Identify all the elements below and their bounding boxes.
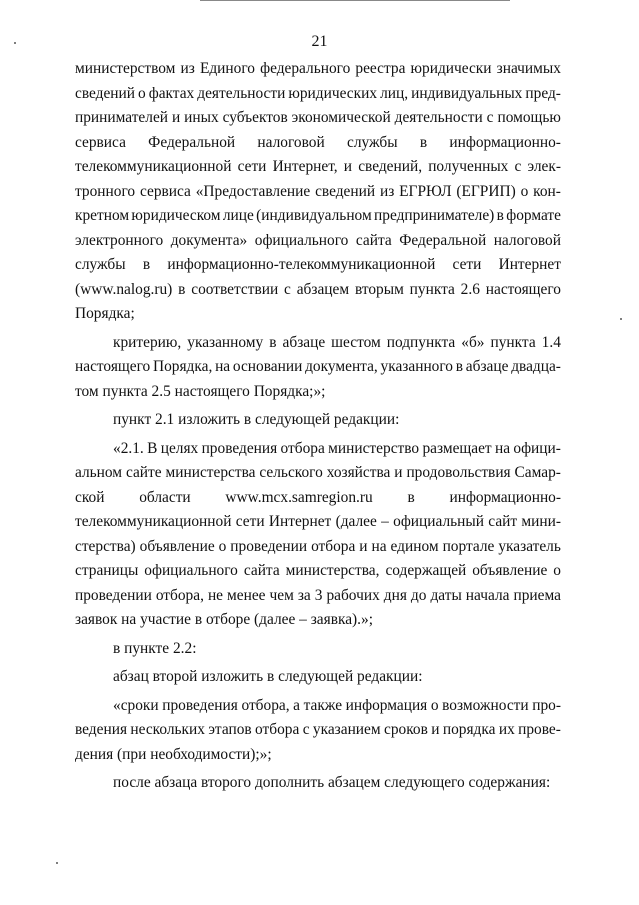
scan-speck — [620, 318, 622, 320]
text-line: сервиса Федеральной налоговой службы в информационно- — [75, 133, 561, 151]
text-line: службы в информационно-телекоммуникационной сети Интернет — [75, 256, 561, 273]
text-line: страницы официального сайта министерства, содержащей объявление о — [75, 562, 561, 579]
text-line: ведения нескольких этапов отбора с указанием сроков и порядка их прове- — [75, 721, 561, 738]
text-line: принимателей и иных субъектов экономической деятельности с помощью — [75, 109, 561, 126]
text-line: Порядка; — [75, 305, 135, 322]
text-line: стерства) объявление о проведении отбора и на едином портале указатель — [75, 537, 561, 555]
text-line: абзац второй изложить в следующей редакции: — [113, 668, 423, 685]
text-line: ской области www.mcx.samregion.ru в информационно- — [75, 488, 561, 506]
text-line: «сроки проведения отбора, а также информация о возможности про- — [113, 696, 561, 714]
text-line: «2.1. В целях проведения отбора министерство размещает на офици- — [113, 439, 561, 457]
scan-speck — [56, 862, 58, 864]
text-line: дения (при необходимости);»; — [75, 745, 272, 763]
page-number: 21 — [311, 33, 328, 50]
text-line: министерством из Единого федерального реестра юридически значимых — [75, 60, 561, 77]
text-line: кретном юридическом лице (индивидуальном предпринимателе) в формате — [75, 207, 561, 224]
text-line: проведении отбора, не менее чем за 3 рабочих дня до даты начала приема — [75, 586, 561, 604]
text-line: пункт 2.1 изложить в следующей редакции: — [113, 411, 400, 428]
text-line: тронного сервиса «Предоставление сведений из ЕГРЮЛ (ЕГРИП) о кон- — [75, 182, 561, 200]
text-line: критерию, указанному в абзаце шестом подпункта «б» пункта 1.4 — [113, 333, 561, 351]
top-edge-line — [200, 0, 510, 1]
text-line: настоящего Порядка, на основании документа, указанного в абзаце двадца- — [75, 358, 561, 375]
text-line: заявок на участие в отборе (далее – заявка).»; — [75, 611, 373, 628]
text-line: телекоммуникационной сети Интернет (далее – официальный сайт мини- — [75, 513, 561, 530]
text-line: том пункта 2.5 настоящего Порядка;»; — [75, 382, 326, 400]
text-line: телекоммуникационной сети Интернет, и сведений, полученных с элек- — [75, 158, 561, 175]
text-line: альном сайте министерства сельского хозяйства и продовольствия Самар- — [75, 464, 561, 481]
document-body — [75, 57, 561, 796]
text-line: в пункте 2.2: — [113, 639, 197, 657]
scan-speck — [14, 42, 16, 44]
text-line: после абзаца второго дополнить абзацем следующего содержания: — [113, 774, 551, 791]
text-line: сведений о фактах деятельности юридических лиц, индивидуальных пред- — [75, 84, 561, 102]
text-line: электронного документа» официального сайта Федеральной налоговой — [75, 231, 561, 249]
text-line: (www.nalog.ru) в соответствии с абзацем вторым пункта 2.6 настоящего — [75, 280, 561, 298]
